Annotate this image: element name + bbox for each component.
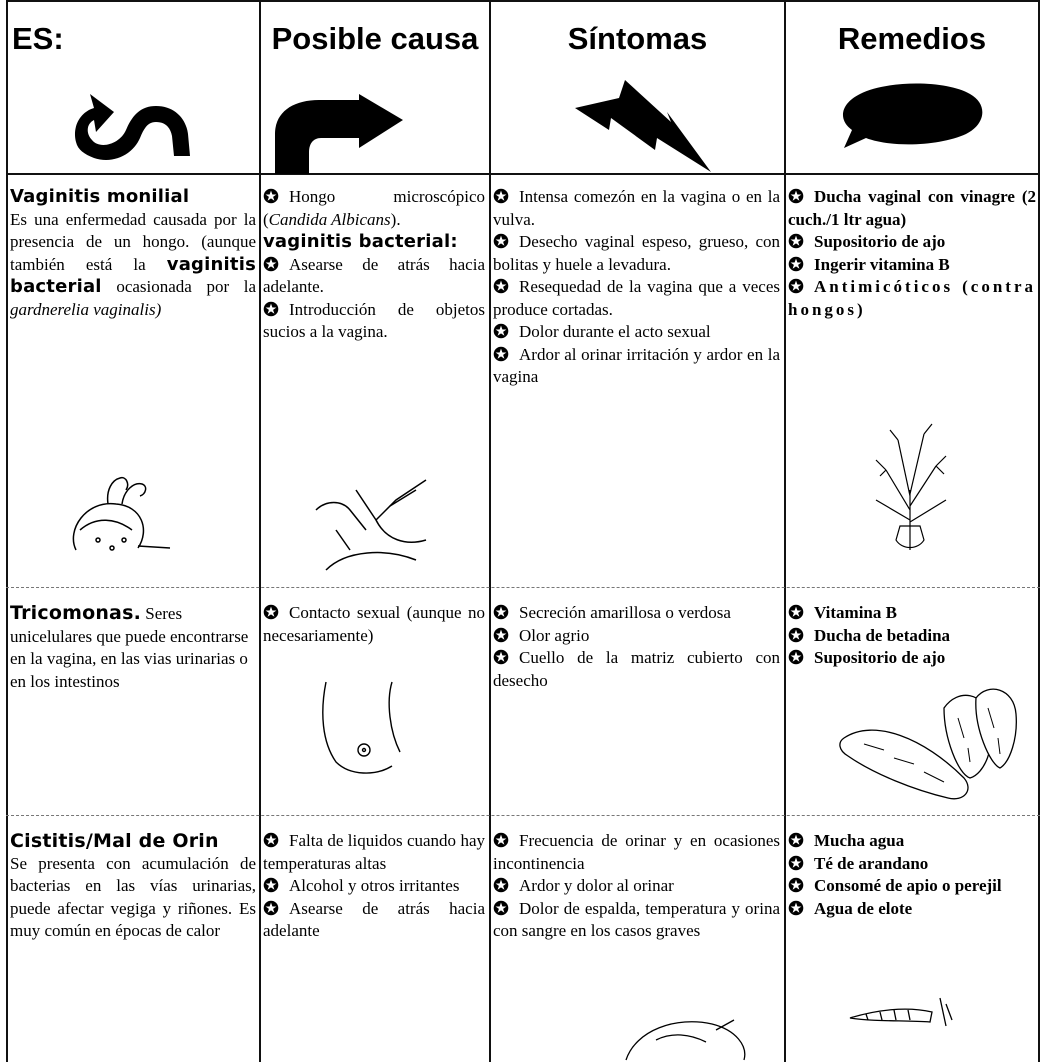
remedy-item: Té de arandano bbox=[788, 853, 1036, 876]
remedy-item: Mucha agua bbox=[788, 830, 1036, 853]
inline-term: vaginitis bacterial bbox=[10, 253, 256, 297]
star-bullet-icon bbox=[788, 649, 804, 665]
star-bullet-icon bbox=[788, 627, 804, 643]
header-remedios-label: Remedios bbox=[837, 21, 987, 56]
star-bullet-icon bbox=[263, 604, 279, 620]
drawing-illustration bbox=[616, 1010, 756, 1062]
header-cell-causa bbox=[261, 2, 489, 173]
remedy-item: Ducha de betadina bbox=[788, 625, 1036, 648]
header-cell-es bbox=[8, 2, 259, 173]
arrow-squiggle-icon bbox=[70, 72, 200, 162]
symptom-item: Intensa comezón en la vagina o en la vulva. bbox=[493, 187, 780, 229]
star-bullet-icon bbox=[493, 278, 509, 294]
symptom-item: Dolor durante el acto sexual bbox=[493, 321, 780, 344]
condition-description-italic: gardnerelia vaginalis) bbox=[10, 299, 162, 319]
star-bullet-icon bbox=[493, 346, 509, 362]
row-1-remedies-cell bbox=[788, 186, 1036, 321]
star-bullet-icon bbox=[493, 323, 509, 339]
row-2-symptoms-cell bbox=[493, 602, 780, 692]
cause-item: Introducción de objetos sucios a la vagina. bbox=[263, 299, 485, 341]
star-bullet-icon bbox=[263, 900, 279, 916]
onion-garlic-illustration bbox=[46, 460, 196, 570]
star-bullet-icon bbox=[493, 649, 509, 665]
row-2-condition-cell bbox=[10, 602, 256, 693]
symptom-item: Frecuencia de orinar y en ocasiones incontinencia bbox=[493, 831, 780, 873]
header-es-label: ES: bbox=[12, 21, 64, 56]
condition-description: Seres unicelulares que puede encontrarse en la vagina, en las vias urinarias o en los intestinos bbox=[10, 604, 249, 691]
lightning-icon bbox=[571, 72, 721, 172]
star-bullet-icon bbox=[788, 188, 804, 204]
symptom-item: Olor agrio bbox=[493, 625, 780, 648]
star-bullet-icon bbox=[788, 604, 804, 620]
cause-item: Falta de liquidos cuando hay temperaturas altas bbox=[263, 831, 485, 873]
row-3-symptoms-cell bbox=[493, 830, 780, 943]
symptom-item: Ardor al orinar irritación y ardor en la vagina bbox=[493, 344, 780, 386]
remedy-item: Vitamina B bbox=[788, 602, 1036, 625]
condition-title: Tricomonas. bbox=[10, 602, 141, 624]
row-3-remedies-cell bbox=[788, 830, 1036, 920]
row-3-causes-cell bbox=[263, 830, 485, 943]
star-bullet-icon bbox=[493, 233, 509, 249]
star-bullet-icon bbox=[493, 900, 509, 916]
star-bullet-icon bbox=[493, 832, 509, 848]
hands-illustration bbox=[306, 470, 456, 580]
remedy-item: Consomé de apio o perejil bbox=[788, 875, 1036, 898]
star-bullet-icon bbox=[263, 832, 279, 848]
star-bullet-icon bbox=[788, 877, 804, 893]
symptom-item: Cuello de la matriz cubierto con desecho bbox=[493, 648, 780, 690]
star-bullet-icon bbox=[493, 877, 509, 893]
star-bullet-icon bbox=[788, 832, 804, 848]
star-bullet-icon bbox=[788, 256, 804, 272]
star-bullet-icon bbox=[788, 900, 804, 916]
condition-title: Cistitis/Mal de Orin bbox=[10, 830, 219, 852]
remedy-item: Ingerir vitamina B bbox=[788, 254, 1036, 277]
row-divider bbox=[6, 587, 1040, 588]
star-bullet-icon bbox=[493, 604, 509, 620]
condition-title: Vaginitis monilial bbox=[10, 186, 190, 207]
cloud-blob-icon bbox=[836, 80, 986, 150]
star-bullet-icon bbox=[263, 301, 279, 317]
header-divider bbox=[6, 173, 1040, 175]
condition-description: Se presenta con acumulación de bacterias en las vías urinarias, puede afectar vegiga y riñones. Es muy común en épocas de calor bbox=[10, 853, 256, 940]
causes-subtitle: vaginitis bacterial: bbox=[263, 231, 458, 252]
symptom-item: Secreción amarillosa o verdosa bbox=[493, 602, 780, 625]
condition-description: Es una enfermedad causada por la presencia de un hongo. (aunque también está la bbox=[10, 209, 256, 274]
cause-item: Hongo microscópico (Candida Albicans). bbox=[263, 187, 485, 229]
remedy-item: Supositorio de ajo bbox=[788, 647, 1036, 670]
star-bullet-icon bbox=[263, 877, 279, 893]
symptom-item: Desecho vaginal espeso, grueso, con bolitas y huele a levadura. bbox=[493, 232, 780, 274]
header-cell-remedios bbox=[786, 2, 1038, 173]
row-2-causes-cell bbox=[263, 602, 485, 647]
remedy-item: Agua de elote bbox=[788, 898, 1036, 921]
remedy-item: Antimicóticos (contra hongos) bbox=[788, 277, 1036, 319]
header-causa-label: Posible causa bbox=[271, 21, 479, 56]
row-1-causes-cell bbox=[263, 186, 485, 344]
header-cell-sintomas bbox=[491, 2, 784, 173]
symptom-item: Resequedad de la vagina que a veces produce cortadas. bbox=[493, 277, 780, 319]
star-bullet-icon bbox=[788, 233, 804, 249]
star-bullet-icon bbox=[788, 855, 804, 871]
row-1-symptoms-cell bbox=[493, 186, 780, 389]
row-1-condition-cell bbox=[10, 186, 256, 321]
star-bullet-icon bbox=[788, 278, 804, 294]
table-border-right bbox=[1038, 0, 1040, 1062]
remedy-item: Supositorio de ajo bbox=[788, 231, 1036, 254]
star-bullet-icon bbox=[493, 188, 509, 204]
curved-arrow-icon bbox=[275, 94, 405, 174]
symptom-item: Ardor y dolor al orinar bbox=[493, 875, 780, 898]
body-illustration bbox=[306, 672, 416, 782]
symptom-item: Dolor de espalda, temperatura y orina con sangre en los casos graves bbox=[493, 898, 780, 940]
star-bullet-icon bbox=[493, 627, 509, 643]
cause-item: Asearse de atrás hacia adelante bbox=[263, 898, 485, 940]
star-bullet-icon bbox=[263, 256, 279, 272]
remedy-item: Ducha vaginal con vinagre (2 cuch./1 ltr agua) bbox=[788, 187, 1036, 229]
condition-description-middle: ocasionada por la bbox=[116, 277, 257, 296]
star-bullet-icon bbox=[263, 188, 279, 204]
corn-illustration bbox=[846, 992, 956, 1032]
row-2-remedies-cell bbox=[788, 602, 1036, 670]
herb-plant-illustration bbox=[846, 410, 976, 560]
remedies-table bbox=[6, 0, 1040, 1062]
sweet-potato-illustration bbox=[824, 678, 1024, 808]
cause-item: Asearse de atrás hacia adelante. bbox=[263, 254, 485, 296]
row-3-condition-cell bbox=[10, 830, 256, 943]
cause-item: Contacto sexual (aunque no necesariamente) bbox=[263, 603, 485, 645]
header-sintomas-label: Síntomas bbox=[567, 21, 708, 56]
row-divider bbox=[6, 815, 1040, 816]
cause-item: Alcohol y otros irritantes bbox=[263, 875, 485, 898]
